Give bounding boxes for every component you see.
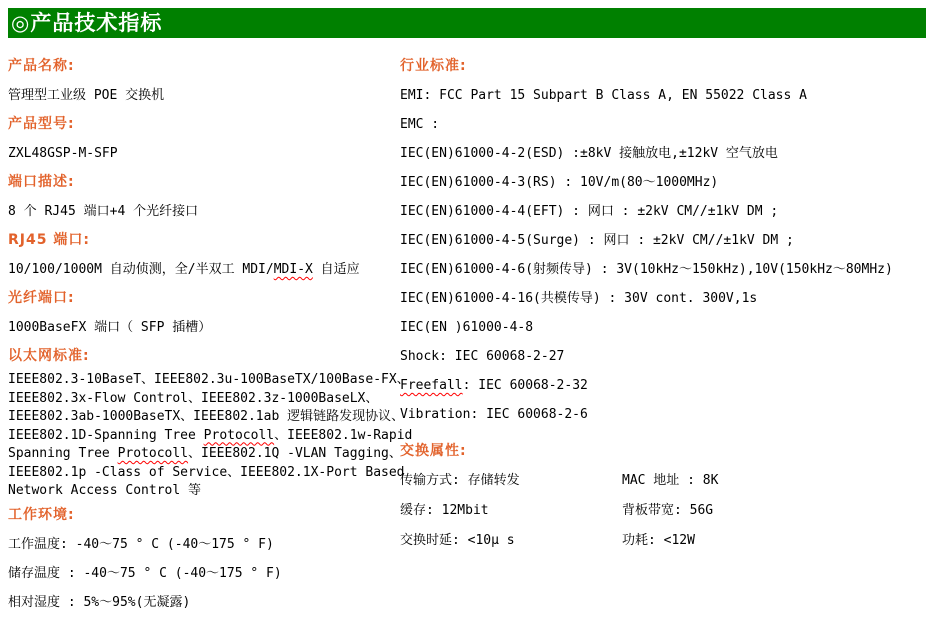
section-heading: 以太网标准:: [8, 348, 90, 364]
attr-right: MAC 地址 : 8K: [622, 473, 719, 488]
right-column: [400, 52, 926, 556]
text-segment: EMC :: [400, 117, 440, 132]
spec-line: [400, 284, 926, 313]
text-segment: 、IEEE802.1w-Rapid: [274, 427, 413, 443]
section-heading: 光纤端口:: [8, 290, 75, 306]
section-heading: 行业标准:: [400, 58, 467, 74]
attr-right: 功耗: <12W: [622, 533, 695, 548]
text-segment: IEEE802.3x-Flow Control、IEEE802.3z-1000BaseLX、: [8, 390, 379, 406]
page-title: ◎产品技术指标: [11, 11, 163, 35]
text-segment: IEEE802.1D-Spanning Tree: [8, 427, 204, 443]
section-heading: 端口描述:: [8, 174, 75, 190]
text-segment: : IEC 60068-2-32: [462, 378, 588, 393]
spec-line: [8, 408, 405, 427]
spec-line: [8, 588, 400, 617]
misspelled-word: MDI-X: [273, 262, 313, 277]
spec-line: [8, 197, 400, 226]
text-segment: 、IEEE802.1Q -VLAN Tagging、: [188, 446, 402, 461]
section-heading: 产品名称:: [8, 58, 75, 74]
spec-line: [8, 530, 400, 559]
spec-line: [8, 464, 405, 483]
left-column: [8, 52, 413, 617]
text-segment: IEEE802.3ab-1000BaseTX、IEEE802.1ab 逻辑链路发现协议、: [8, 409, 405, 424]
misspelled-word: Protocoll: [203, 427, 275, 443]
spec-line: [8, 427, 413, 446]
text-segment: Shock: IEC 60068-2-27: [400, 349, 565, 364]
section-heading: 交换属性:: [400, 443, 467, 459]
spec-line: [8, 255, 400, 284]
spec-line: [400, 139, 926, 168]
spec-line: [400, 313, 926, 342]
spec-line: [8, 139, 400, 168]
section-heading: 产品型号:: [8, 116, 75, 132]
attr-right: 背板带宽: 56G: [622, 503, 714, 518]
spec-line: [8, 482, 400, 501]
attr-row: [400, 526, 926, 556]
spec-line: [8, 81, 400, 110]
section-heading: RJ45 端口:: [8, 232, 90, 248]
text-segment: 1000BaseFX 端口（ SFP 插槽）: [8, 320, 212, 335]
text-segment: IEC(EN)61000-4-3(RS) : 10V/m(80～1000MHz): [400, 175, 719, 190]
spec-line: [400, 197, 926, 226]
misspelled-word: Protocoll: [117, 446, 189, 461]
text-segment: Vibration: IEC 60068-2-6: [400, 407, 588, 422]
spec-line: [8, 313, 400, 342]
spec-line: [8, 445, 400, 464]
misspelled-word: Freefall: [400, 378, 463, 393]
text-segment: 工作温度: -40～75 ° C (-40～175 ° F): [8, 536, 274, 552]
spec-line: [400, 110, 926, 139]
section-title-bar: [8, 8, 926, 38]
spec-line: [400, 81, 926, 110]
spec-line: [8, 371, 410, 390]
text-segment: 储存温度 : -40～75 ° C (-40～175 ° F): [8, 565, 282, 581]
spec-line: [400, 226, 926, 255]
text-segment: IEC(EN)61000-4-4(EFT) : 网口 : ±2kV CM//±1kV DM ;: [400, 204, 779, 219]
text-segment: IEC(EN)61000-4-16(共模传导) : 30V cont. 300V,1s: [400, 291, 758, 306]
text-segment: IEC(EN)61000-4-5(Surge) : 网口 : ±2kV CM//±1kV DM ;: [400, 233, 794, 248]
attr-left: 传输方式: 存储转发: [400, 473, 520, 488]
text-segment: IEEE802.3-10BaseT、IEEE802.3u-100BaseTX/100Base-FX、: [8, 372, 410, 387]
text-segment: IEC(EN)61000-4-6(射频传导) : 3V(10kHz～150kHz),10V(150kHz～80MHz): [400, 262, 893, 277]
text-segment: Network Access Control 等: [8, 483, 202, 498]
text-segment: 自适应: [312, 262, 360, 277]
text-segment: IEC(EN )61000-4-8: [400, 320, 534, 335]
spec-line: [400, 371, 926, 400]
spec-line: [8, 390, 400, 409]
text-segment: ZXL48GSP-M-SFP: [8, 146, 118, 161]
spec-line: [400, 255, 926, 284]
spec-content: [0, 38, 936, 617]
spec-line: [400, 168, 926, 197]
section-heading: 工作环境:: [8, 506, 75, 523]
text-segment: Spanning Tree: [8, 446, 118, 461]
text-segment: IEC(EN)61000-4-2(ESD) :±8kV 接触放电,±12kV 空气放电: [400, 146, 778, 161]
text-segment: IEEE802.1p -Class of Service、IEEE802.1X-Port Based: [8, 464, 405, 480]
spec-line: [400, 400, 926, 429]
text-segment: 8 个 RJ45 端口+4 个光纤接口: [8, 204, 199, 219]
attr-row: [400, 496, 926, 526]
attr-left: 交换时延: <10μ s: [400, 533, 515, 548]
text-segment: 管理型工业级 POE 交换机: [8, 88, 165, 103]
text-segment: EMI: FCC Part 15 Subpart B Class A, EN 55022 Class A: [400, 88, 807, 103]
spec-line: [400, 342, 926, 371]
attr-row: [400, 466, 926, 496]
spec-line: [8, 559, 400, 588]
text-segment: 相对湿度 : 5%～95%(无凝露): [8, 594, 191, 610]
text-segment: 10/100/1000M 自动侦测，全/半双工 MDI/: [8, 262, 274, 277]
attr-left: 缓存: 12Mbit: [400, 503, 489, 518]
